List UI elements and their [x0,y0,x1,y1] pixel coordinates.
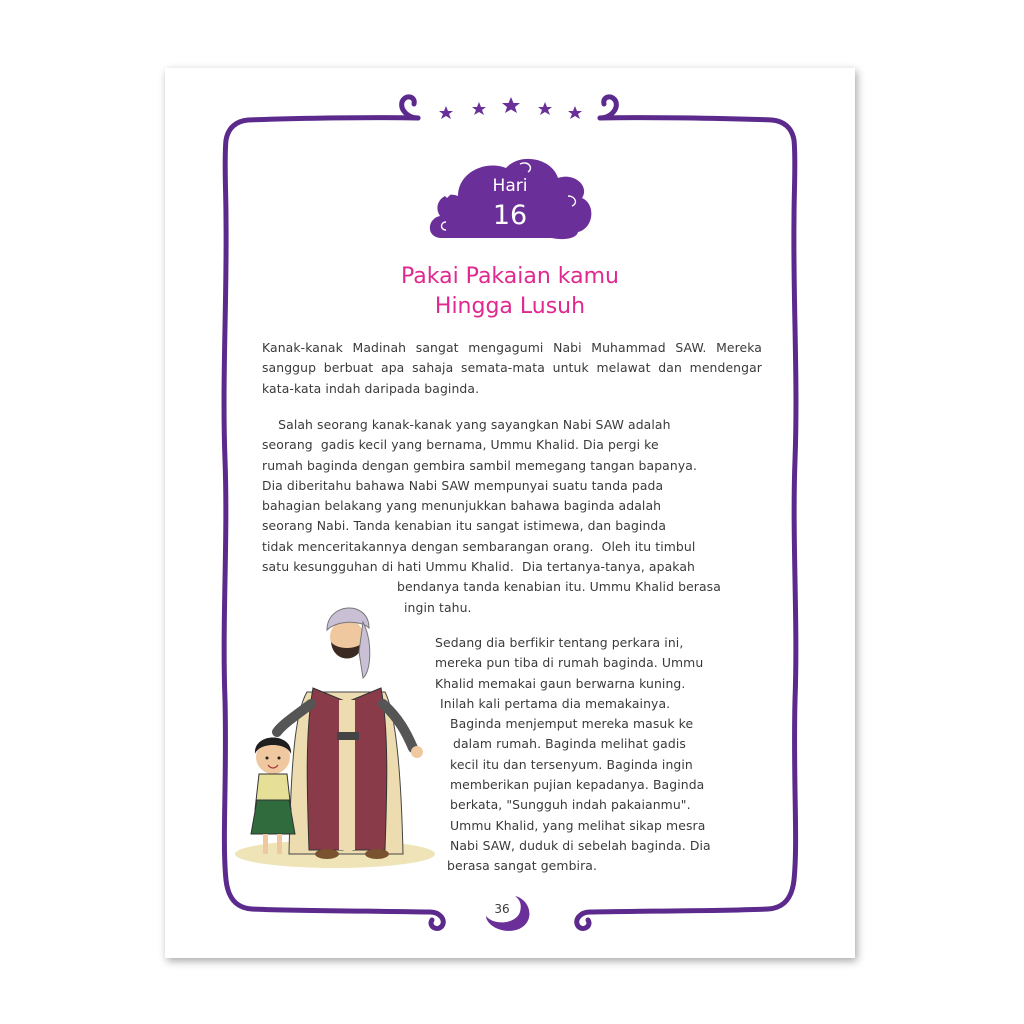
star-icon [439,106,453,119]
day-number: 16 [492,200,528,231]
paragraph-3-line: Nabi SAW, duduk di sebelah baginda. Dia [450,837,711,853]
paragraph-3 [435,633,760,877]
star-icon [568,106,582,119]
frame-curl-bottom-left [430,912,443,928]
paragraph-3-line: berkata, "Sungguh indah pakaianmu". [450,797,691,813]
story-title-line-1: Pakai Pakaian kamu [400,264,620,289]
paragraph-1: Kanak-kanak Madinah sangat mengagumi Nabi Muhammad SAW. Mereka sanggup berbuat apa sahaja semata-mata untuk melawat dan mendengar kata-kata indah daripada baginda. [262,340,762,396]
paragraph-3-line: Inilah kali pertama dia memakainya. [440,695,671,711]
day-label: Hari [492,176,528,196]
frame-curl-bottom-right [577,912,590,928]
star-icon [472,102,486,115]
paragraph-2-line: rumah baginda dengan gembira sambil memegang tangan bapanya. [262,457,697,473]
illustration-man-and-girl [235,592,435,882]
page-number: 36 [494,902,510,916]
paragraph-2-line: bahagian belakang yang menunjukkan bahawa baginda adalah [262,498,662,514]
paragraph-3-line: mereka pun tiba di rumah baginda. Ummu [435,655,704,671]
story-title-line-2: Hingga Lusuh [434,294,586,319]
paragraph-2-line: tidak menceritakannya dengan sembarangan orang. Oleh itu timbul [262,538,696,554]
paragraph-2-line: Salah seorang kanak-kanak yang sayangkan Nabi SAW adalah [262,417,671,432]
paragraph-2-line: bendanya tanda kenabian itu. Ummu Khalid berasa [397,579,721,595]
star-icon [502,97,520,113]
paragraph-3-line: kecil itu dan tersenyum. Baginda ingin [450,756,693,772]
frame-top-left [225,118,418,220]
frame-curl-top-left [402,97,418,118]
paragraph-2-line: satu kesungguhan di hati Ummu Khalid. Dia tertanya-tanya, apakah [262,559,695,575]
paragraph-2 [262,415,759,618]
star-icon [538,102,552,115]
paragraph-3-line: Baginda menjemput mereka masuk ke [450,716,694,732]
frame-curl-top-right [600,97,616,118]
paragraph-3-line: Khalid memakai gaun berwarna kuning. [435,675,686,691]
paragraph-3-line: dalam rumah. Baginda melihat gadis [453,736,686,752]
frame-top-right [600,118,795,220]
paragraph-2-line: seorang gadis kecil yang bernama, Ummu Khalid. Dia pergi ke [262,437,659,453]
paragraph-3-line: memberikan pujian kepadanya. Baginda [450,777,705,793]
paragraph-2-line: Dia diberitahu bahawa Nabi SAW mempunyai suatu tanda pada [262,477,664,493]
paragraph-2-line: ingin tahu. [404,599,472,615]
paragraph-3-line: berasa sangat gembira. [447,858,598,874]
paragraph-3-line: Ummu Khalid, yang melihat sikap mesra [450,817,706,833]
paragraph-3-line: Sedang dia berfikir tentang perkara ini, [435,635,684,650]
paragraph-2-line: seorang Nabi. Tanda kenabian itu sangat istimewa, dan baginda [262,518,667,534]
